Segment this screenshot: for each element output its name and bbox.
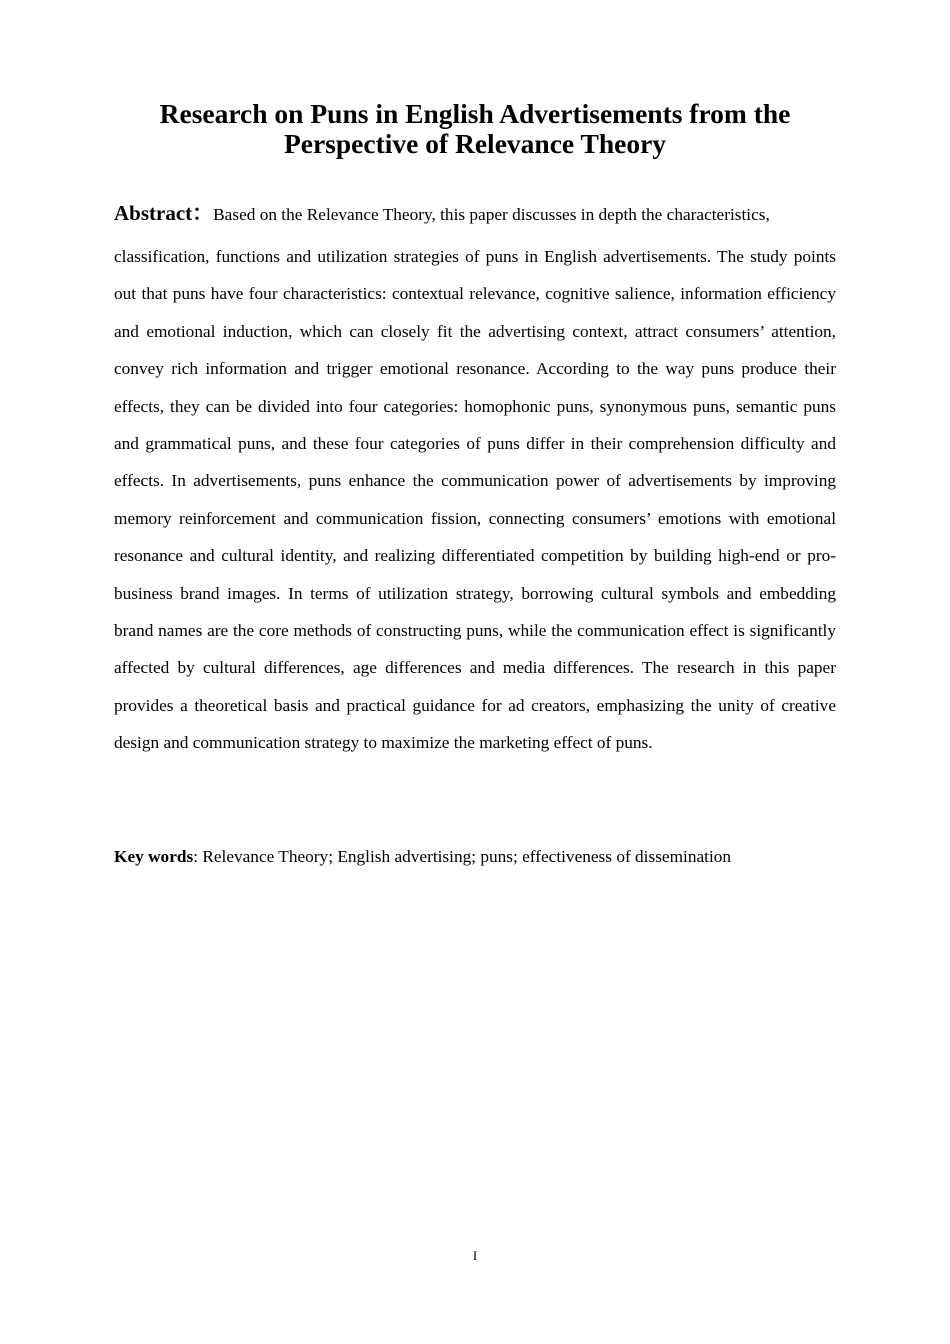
keywords-text: : Relevance Theory; English advertising; puns; effectiveness of dissemination xyxy=(193,847,732,866)
title-line-1: Research on Puns in English Advertisements from the xyxy=(159,98,791,129)
title-line-2: Perspective of Relevance Theory xyxy=(283,128,667,159)
abstract-body: classification, functions and utilization strategies of puns in English advertisements. The study points out that puns have four characteristics: contextual relevance, cognitive salience, information efficiency and emotional induction, which can closely fit the advertising context, attract consumers’ attention, convey rich information and trigger emotional resonance. According to the way puns produce their effects, they can be divided into four categories: homophonic puns, synonymous puns, semantic puns and grammatical puns, and these four categories of puns differ in their comprehension difficulty and effects. In advertisements, puns enhance the communication power of advertisements by improving memory reinforcement and communication fission, connecting consumers’ emotions with emotional resonance and cultural identity, and realizing differentiated competition by building high-end or pro-business brand images. In terms of utilization strategy, borrowing cultural symbols and embedding brand names are the core methods of constructing puns, while the communication effect is significantly affected by cultural differences, age differences and media differences. The research in this paper provides a theoretical basis and practical guidance for ad creators, emphasizing the unity of creative design and communication strategy to maximize the marketing effect of puns. xyxy=(114,247,836,753)
abstract-section xyxy=(114,199,836,762)
abstract-opening-text: Based on the Relevance Theory, this paper discusses in depth the characteristics, xyxy=(213,205,770,224)
page-number: I xyxy=(472,1248,478,1263)
keywords-line xyxy=(114,844,836,870)
abstract-label: Abstract： xyxy=(114,201,214,225)
keywords-label: Key words xyxy=(114,847,194,866)
paper-title xyxy=(114,99,836,159)
abstract-first-line xyxy=(114,199,836,229)
